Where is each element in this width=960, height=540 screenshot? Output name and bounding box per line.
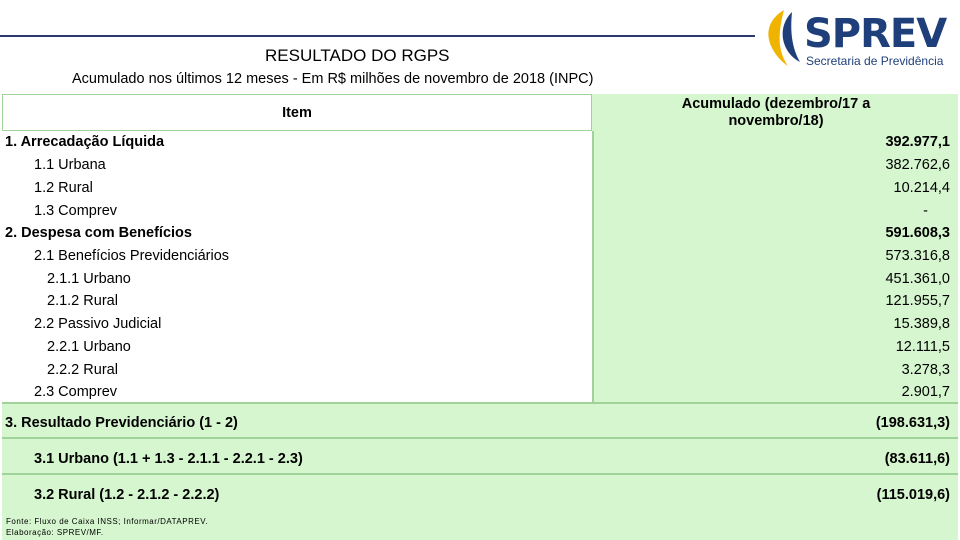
row-label: 2.2.2 Rural <box>47 362 118 378</box>
section-divider <box>2 473 958 475</box>
section-divider <box>2 437 958 439</box>
logo-name: SPREV <box>804 11 947 57</box>
row-label: 1. Arrecadação Líquida <box>5 134 165 150</box>
row-label: 2. Despesa com Benefícios <box>5 225 192 241</box>
row-value: 573.316,8 <box>885 248 950 264</box>
row-label: 2.2.1 Urbano <box>47 339 131 355</box>
row-value: 591.608,3 <box>885 225 950 241</box>
page-title: RESULTADO DO RGPS <box>265 46 450 65</box>
row-value: (115.019,6) <box>876 487 950 503</box>
row-value: 2.901,7 <box>901 384 950 400</box>
header-value-line2: novembro/18) <box>728 113 824 129</box>
row-value: (198.631,3) <box>875 415 950 431</box>
column-divider <box>592 131 594 402</box>
section-divider <box>2 402 958 404</box>
row-value: 121.955,7 <box>885 293 950 309</box>
row-label: 3.2 Rural (1.2 - 2.1.2 - 2.2.2) <box>34 487 220 503</box>
header-item: Item <box>2 94 592 131</box>
sprev-logo <box>762 8 952 72</box>
row-label: 2.1 Benefícios Previdenciários <box>34 248 230 264</box>
header-value <box>594 94 958 131</box>
header-value-line1: Acumulado (dezembro/17 a <box>681 96 871 112</box>
source-note <box>6 516 208 538</box>
row-label: 2.1.1 Urbano <box>47 271 131 287</box>
header-rule <box>0 35 755 37</box>
table-header <box>2 94 958 131</box>
row-label: 1.2 Rural <box>34 180 93 196</box>
row-value: 3.278,3 <box>901 362 950 378</box>
sprev-logo-mark <box>762 8 802 68</box>
row-value: 451.361,0 <box>885 271 950 287</box>
row-label: 3. Resultado Previdenciário (1 - 2) <box>5 415 238 431</box>
row-value: (83.611,6) <box>884 451 950 467</box>
row-value: 382.762,6 <box>885 157 950 173</box>
row-value: 10.214,4 <box>893 180 950 196</box>
row-value: - <box>923 203 928 219</box>
row-value: 12.111,5 <box>895 339 950 355</box>
row-label: 2.3 Comprev <box>34 384 118 400</box>
row-value: 392.977,1 <box>885 134 950 150</box>
row-label: 2.2 Passivo Judicial <box>34 316 162 332</box>
page-subtitle: Acumulado nos últimos 12 meses - Em R$ milhões de novembro de 2018 (INPC) <box>72 71 594 87</box>
row-label: 1.3 Comprev <box>34 203 118 219</box>
row-label: 3.1 Urbano (1.1 + 1.3 - 2.1.1 - 2.2.1 - 2.3) <box>34 451 303 467</box>
results-table <box>2 94 958 540</box>
row-value: 15.389,8 <box>893 316 950 332</box>
row-label: 1.1 Urbana <box>34 157 106 173</box>
source-text: Fonte: Fluxo de Caixa INSS; Informar/DATAPREV. <box>6 517 209 526</box>
prepared-text: Elaboração: SPREV/MF. <box>6 528 104 537</box>
logo-subtitle: Secretaria de Previdência <box>806 54 944 68</box>
row-label: 2.1.2 Rural <box>47 293 118 309</box>
